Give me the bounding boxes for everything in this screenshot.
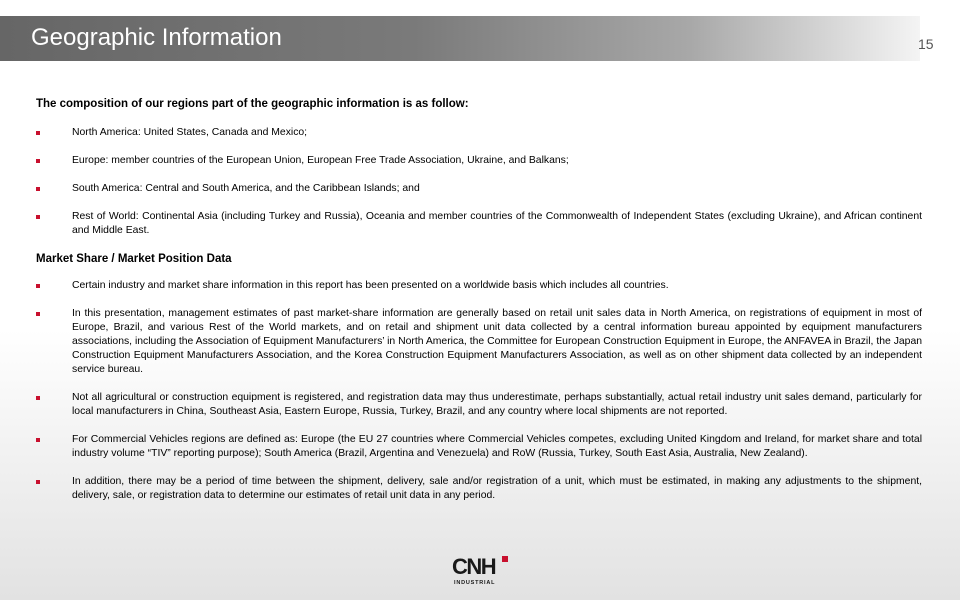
list-item: Certain industry and market share information in this report has been presented on a worldwide basis which includes all countries. [36,279,922,293]
bullet-square-icon [36,215,40,219]
logo-wordmark: CNH [452,554,496,579]
bullet-square-icon [36,131,40,135]
content-body [36,97,922,517]
bullet-square-icon [36,480,40,484]
market-share-heading: Market Share / Market Position Data [36,253,232,265]
list-item: South America: Central and South America, and the Caribbean Islands; and [36,182,922,196]
bullet-square-icon [36,187,40,191]
regions-list [36,126,922,238]
list-item: Not all agricultural or construction equipment is registered, and registration data may thus underestimate, perhaps substantially, actual retail industry unit sales demand, particularly for local manufacturers in China, Southeast Asia, Eastern Europe, Russia, Turkey, Brazil, and any country where local shipments are not reported. [36,391,922,419]
list-item: In addition, there may be a period of time between the shipment, delivery, sale and/or registration of a unit, which must be estimated, in making any adjustments to the shipment, delivery, sale, or registration data to determine our estimates of retail unit data in any period. [36,475,922,503]
logo-subtitle: INDUSTRIAL [454,580,496,586]
bullet-square-icon [36,396,40,400]
list-item: In this presentation, management estimates of past market-share information are generally based on retail unit sales data in North America, on registrations of equipment in most of Europe, Brazil, and various Rest of the World markets, and on retail and shipment unit data collected by a central information bureau appointed by equipment manufacturers associations, including the Association of Equipment Manufacturers’ in North America, the Committee for European Construction Equipment in Europe, the ANFAVEA in Brazil, the Japan Construction Equipment Manufacturers Association, and the Korea Construction Equipment Manufacturers Association, as well as on other shipment data collected by an independent service bureau. [36,307,922,377]
page-title: Geographic Information [31,24,282,51]
cnh-industrial-logo [452,556,512,592]
logo-red-dot-icon [502,556,508,562]
page-number: 15 [918,36,934,52]
list-item: For Commercial Vehicles regions are defined as: Europe (the EU 27 countries where Commercial Vehicles competes, excluding United Kingdom and Ireland, for market share and total industry volume “TIV” reporting purpose); South America (Brazil, Argentina and Venezuela) and RoW (Russia, Turkey, South East Asia, Australia, New Zealand). [36,433,922,461]
market-share-list [36,279,922,503]
list-item: Europe: member countries of the European Union, European Free Trade Association, Ukraine, and Balkans; [36,154,922,168]
regions-heading: The composition of our regions part of the geographic information is as follow: [36,98,469,110]
bullet-square-icon [36,438,40,442]
bullet-square-icon [36,159,40,163]
title-bar [0,16,920,61]
bullet-square-icon [36,284,40,288]
list-item: North America: United States, Canada and Mexico; [36,126,922,140]
list-item: Rest of World: Continental Asia (including Turkey and Russia), Oceania and member countries of the Commonwealth of Independent States (excluding Ukraine), and African continent and Middle East. [36,210,922,238]
bullet-square-icon [36,312,40,316]
